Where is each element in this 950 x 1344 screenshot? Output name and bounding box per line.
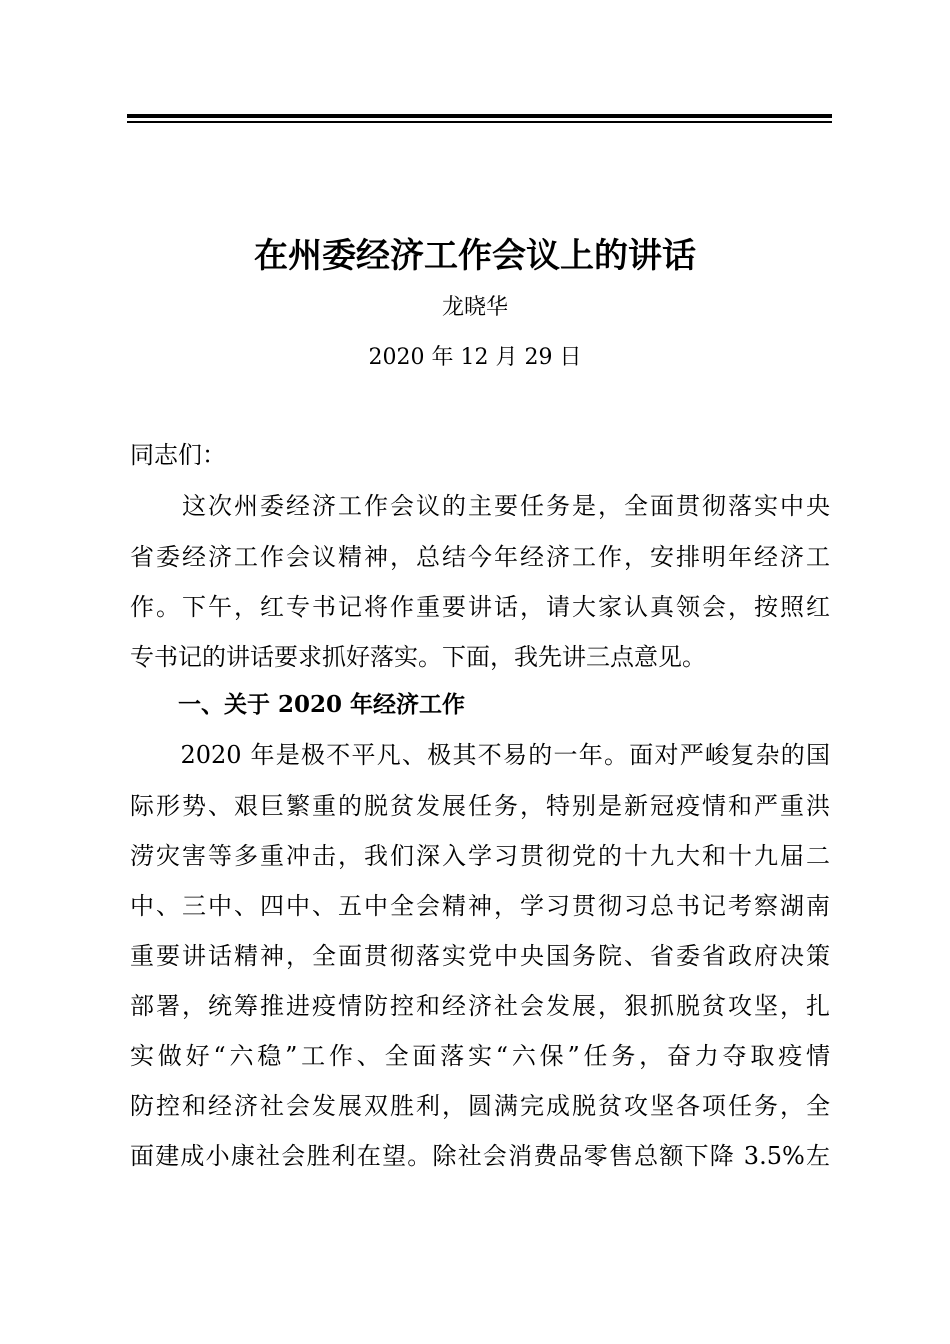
paragraph-line: 省委经济工作会议精神，总结今年经济工作，安排明年经济工 [130,543,830,571]
paragraph-line: 作。下午，红专书记将作重要讲话，请大家认真领会，按照红 [130,593,830,621]
paragraph-line: 面建成小康社会胜利在望。除社会消费品零售总额下降 3.5%左 [130,1142,830,1170]
paragraph-line: 防控和经济社会发展双胜利，圆满完成脱贫攻坚各项任务，全 [130,1092,830,1120]
section-heading: 一、关于 2020 年经济工作 [178,691,466,718]
paragraph-line: 这次州委经济工作会议的主要任务是，全面贯彻落实中央 [130,492,830,520]
document-title: 在州委经济工作会议上的讲话 [254,236,696,276]
paragraph-line: 涝灾害等多重冲击，我们深入学习贯彻党的十九大和十九届二 [130,842,830,870]
paragraph-line: 中、三中、四中、五中全会精神，学习贯彻习总书记考察湖南 [130,892,830,920]
greeting: 同志们： [130,441,226,469]
paragraph-line: 2020 年是极不平凡、极其不易的一年。面对严峻复杂的国 [130,741,830,769]
document-author: 龙晓华 [441,295,508,320]
paragraph-line: 部署，统筹推进疫情防控和经济社会发展，狠抓脱贫攻坚，扎 [130,992,830,1020]
paragraph-line: 重要讲话精神，全面贯彻落实党中央国务院、省委省政府决策 [130,942,830,970]
header-rule-thick [127,114,832,118]
paragraph-line: 际形势、艰巨繁重的脱贫发展任务，特别是新冠疫情和严重洪 [130,792,830,820]
document-date: 2020 年 12 月 29 日 [368,345,582,370]
paragraph-line: 实做好“六稳”工作、全面落实“六保”任务，奋力夺取疫情 [130,1042,830,1070]
paragraph-line: 专书记的讲话要求抓好落实。下面，我先讲三点意见。 [130,643,706,671]
header-rule-thin [127,121,832,123]
